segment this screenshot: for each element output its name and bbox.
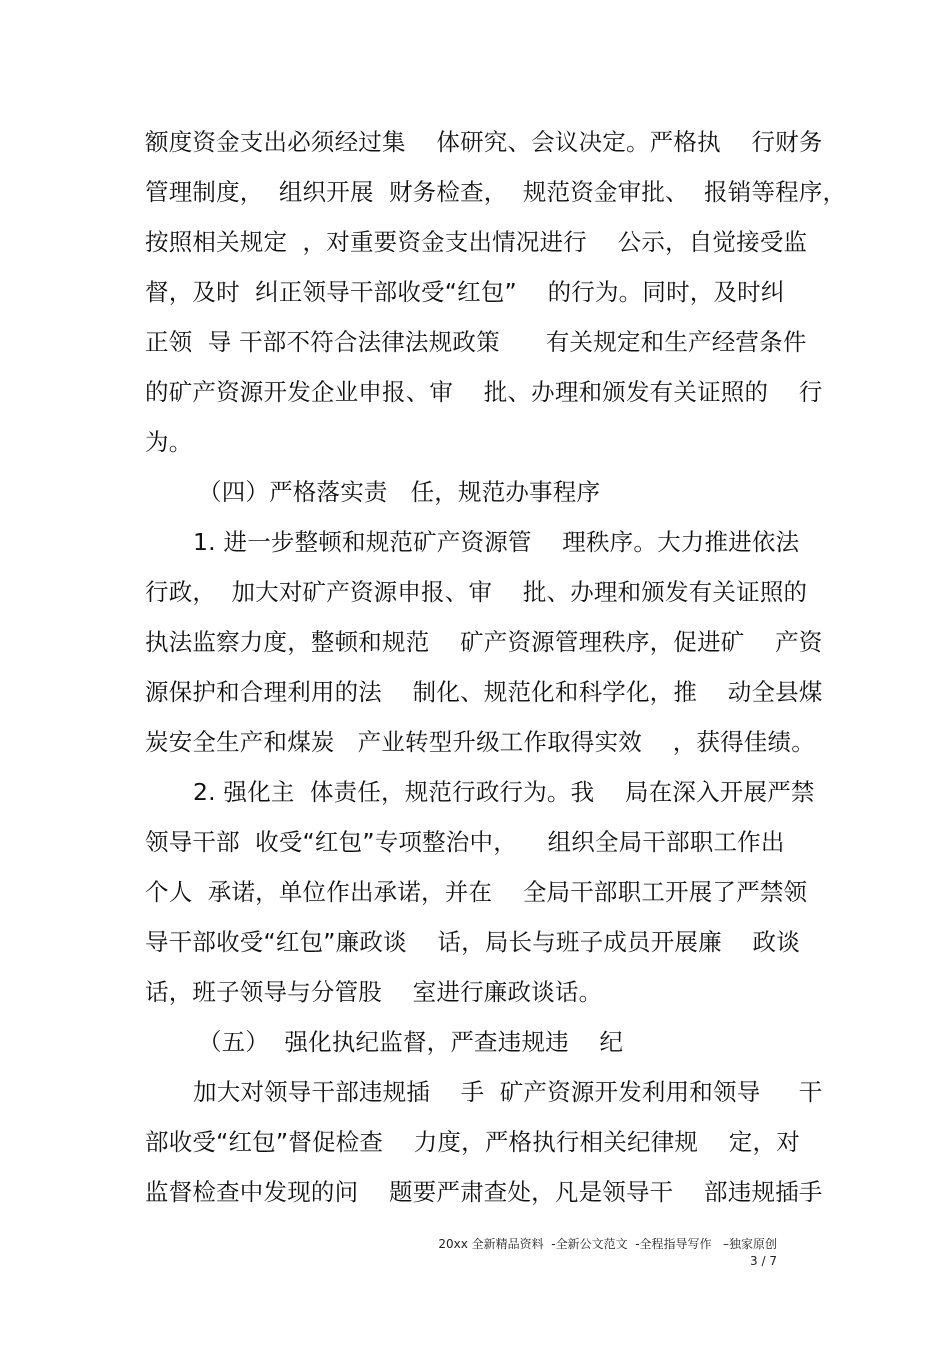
body-line: 源保护和合理利用的法 制化、规范化和科学化，推 动全县煤 <box>145 678 823 706</box>
body-line: 监督检查中发现的问 题要严肃查处，凡是领导干 部违规插手 <box>145 1178 823 1206</box>
section-heading: （五） 强化执纪监督，严查违规违 纪 <box>198 1028 624 1056</box>
body-line: 1. 进一步整顿和规范矿产资源管 理秩序。大力推进依法 <box>193 528 800 556</box>
body-line: 额度资金支出必须经过集 体研究、会议决定。严格执 行财务 <box>145 128 823 156</box>
body-line: 行政， 加大对矿产资源申报、审 批、办理和颁发有关证照的 <box>145 578 808 606</box>
body-line: 按照相关规定 ，对重要资金支出情况进行 公示，自觉接受监 <box>145 228 808 256</box>
body-line: 领导干部 收受“红包”专项整治中， 组织全局干部职工作出 <box>145 828 785 856</box>
body-line: 的矿产资源开发企业申报、审 批、办理和颁发有关证照的 行 <box>145 378 823 406</box>
body-line: 为。 <box>145 428 193 456</box>
body-line: 管理制度， 组织开展 财务检查， 规范资金审批、 报销等程序， <box>145 178 847 206</box>
section-heading: （四）严格落实责 任，规范办事程序 <box>198 478 601 506</box>
body-line: 2. 强化主 体责任，规范行政行为。我 局在深入开展严禁 <box>193 778 815 806</box>
body-line: 炭安全生产和煤炭 产业转型升级工作取得实效 ，获得佳绩。 <box>145 728 815 756</box>
body-line: 督，及时 纠正领导干部收受“红包” 的行为。同时，及时纠 <box>145 278 785 306</box>
body-line: 导干部收受“红包”廉政谈 话，局长与班子成员开展廉 政谈 <box>145 928 800 956</box>
body-line: 个人 承诺，单位作出承诺，并在 全局干部职工开展了严禁领 <box>145 878 808 906</box>
body-line: 部收受“红包”督促检查 力度，严格执行相关纪律规 定，对 <box>145 1128 800 1156</box>
body-line: 加大对领导干部违规插 手 矿产资源开发利用和领导 干 <box>193 1078 823 1106</box>
body-line: 正领 导 干部不符合法律法规政策 有关规定和生产经营条件 <box>145 328 807 356</box>
body-line: 话，班子领导与分管股 室进行廉政谈话。 <box>145 978 603 1006</box>
page-number: 3 / 7 <box>750 1254 777 1268</box>
body-line: 执法监察力度，整顿和规范 矿产资源管理秩序，促进矿 产资 <box>145 628 823 656</box>
footer-text: 20xx 全新精品资料 -全新公文范文 -全程指导写作 –独家原创 <box>438 1237 777 1251</box>
